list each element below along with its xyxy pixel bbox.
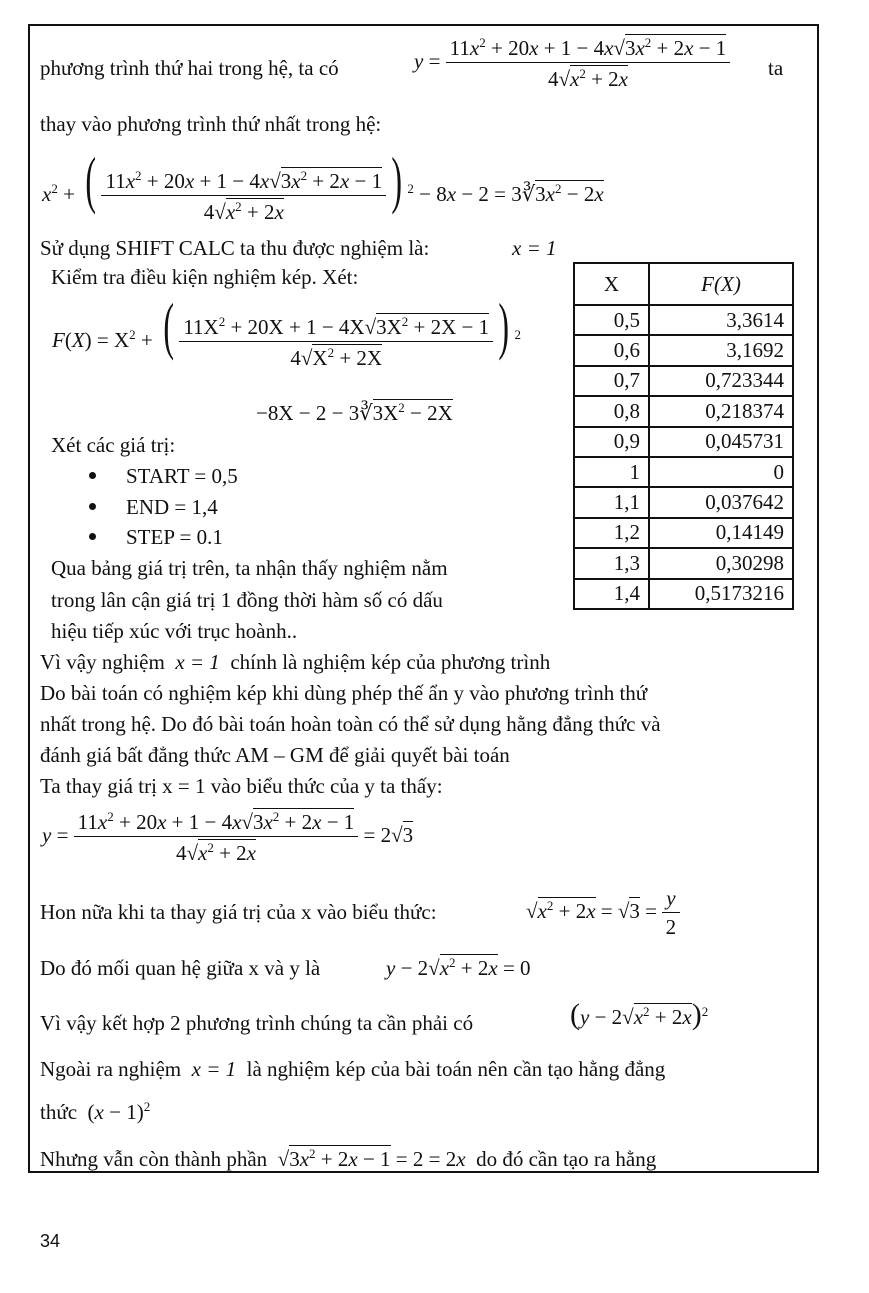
table-cell-fx: 3,3614 [649,305,793,335]
table-row [574,427,793,457]
table-cell-x: 0,8 [574,396,649,426]
para-2-eq: x = 1 [170,650,226,674]
xet-text: Xét các giá trị: [51,433,176,457]
formula-sqrt-2: $√3x^2 + 2x - 1 = 2 = 2x$ [272,1146,466,1171]
bullet-icon [89,472,96,479]
table-cell-fx: 0,5173216 [649,579,793,609]
formula-substituted: $x^2$ + ( $\frac{11x^2 + 20x + 1 - 4x√3x^2 + 2x - 1}{4√x^2 + 2x}$ ) $^2 - 8x - 2 = 3∛3x^2 - 2x$ [42,144,604,225]
values-table [573,262,794,610]
line-1-text: phương trình thứ hai trong hệ, ta có [40,56,339,80]
table-cell-fx: 0,723344 [649,366,793,396]
table-row [574,305,793,335]
table-cell-x: 0,9 [574,427,649,457]
table-cell-x: 1,2 [574,518,649,548]
para-8-b: là nghiệm kép của bài toán nên cần tạo hằng đẳng [246,1057,666,1081]
formula-x-minus-1: $(x - 1)^2$ [82,1099,151,1124]
table-cell-x: 1 [574,457,649,487]
table-cell-x: 1,1 [574,487,649,517]
para-8 [40,1059,665,1080]
bullet-end: END = 1,4 [126,495,218,519]
table-header-row [574,263,793,305]
table-row [574,548,793,578]
para-5: Hon nữa khi ta thay giá trị của x vào biểu thức: [40,900,437,924]
table-row [574,487,793,517]
table-cell-fx: 0 [649,457,793,487]
formula-sqrt-eq: $√x^2 + 2x = √3$ = $\frac{y}{2}$ [526,888,680,938]
line-1-ta: ta [768,56,784,80]
formula-relation: $y - 2√x^2 + 2x = 0$ [386,955,531,980]
table-cell-fx: 0,045731 [649,427,793,457]
bullet-start: START = 0,5 [126,464,238,488]
table-row [574,579,793,609]
para-7: Vì vậy kết hợp 2 phương trình chúng ta cần phải có [40,1011,474,1035]
table-cell-fx: 0,30298 [649,548,793,578]
bullet-icon [89,503,96,510]
formula-square: $(y - 2√x^2 + 2x)^2$ [570,998,709,1031]
bullet-icon [89,533,96,540]
table-cell-fx: 0,14149 [649,518,793,548]
table-row [574,366,793,396]
formula-fx-tail: $-8X - 2 - 3∛3X^2 - 2X$ [256,400,453,425]
para-8-a: Ngoài ra nghiệm [40,1057,182,1081]
para-6: Do đó mối quan hệ giữa x và y là [40,956,321,980]
para-2-a: Vì vậy nghiệm [40,650,165,674]
para-2-b: chính là nghiệm kép của phương trình [230,650,551,674]
para-9 [40,1100,150,1123]
table-cell-x: 0,5 [574,305,649,335]
table-header-x: X [574,263,649,305]
para-3-a: Do bài toán có nghiệm kép khi dùng phép thế ẩn y vào phương trình thứ [40,681,648,705]
para-3-b: nhất trong hệ. Do đó bài toán hoàn toàn có thể sử dụng hằng đẳng thức và [40,712,661,736]
para-8-eq: x = 1 [186,1057,242,1081]
para-1-a: Qua bảng giá trị trên, ta nhận thấy nghiệm nằm [51,556,448,580]
line-5-text: Kiểm tra điều kiện nghiệm kép. Xét: [51,265,359,289]
table-row [574,396,793,426]
line-4-text: Sử dụng SHIFT CALC ta thu được nghiệm là: [40,236,430,260]
table-row [574,457,793,487]
table-row [574,518,793,548]
table-cell-x: 1,3 [574,548,649,578]
table-cell-x: 0,6 [574,335,649,365]
table-row [574,335,793,365]
table-cell-x: 0,7 [574,366,649,396]
para-1-b: trong lân cận giá trị 1 đồng thời hàm số có dấu [51,588,443,612]
page-number: 34 [40,1231,61,1251]
para-9-text: thức [40,1100,78,1124]
para-10-b: do đó cần tạo ra hằng [476,1147,657,1171]
formula-y: y = $\frac{11x^2 + 20x + 1 - 4x√3x^2 + 2x - 1}{4√x^2 + 2x}$ [414,36,730,90]
table-cell-x: 1,4 [574,579,649,609]
formula-y-value: y = $\frac{11x^2 + 20x + 1 - 4x√3x^2 + 2x - 1}{4√x^2 + 2x}$ = 2√3 [42,809,414,865]
table-cell-fx: 0,218374 [649,396,793,426]
line-2-text: thay vào phương trình thứ nhất trong hệ: [40,112,382,136]
table-cell-fx: 3,1692 [649,335,793,365]
para-10-a: Nhưng vẫn còn thành phần [40,1147,268,1171]
para-1-c: hiệu tiếp xúc với trục hoành.. [51,619,298,643]
table-cell-fx: 0,037642 [649,487,793,517]
para-2 [40,652,550,673]
line-4-solution: x = 1 [512,236,557,260]
formula-fx: $F(X) = X^2$ + ( $\frac{11X^2 + 20X + 1 - 4X√3X^2 + 2X - 1}{4√X^2 + 2X}$ ) $^2$ [52,290,521,371]
para-4: Ta thay giá trị x = 1 vào biểu thức của y ta thấy: [40,774,443,798]
bullet-step: STEP = 0.1 [126,525,223,549]
para-10 [40,1147,656,1170]
para-3-c: đánh giá bất đẳng thức AM – GM để giải quyết bài toán [40,743,510,767]
table-header-fx: F(X) [649,263,793,305]
